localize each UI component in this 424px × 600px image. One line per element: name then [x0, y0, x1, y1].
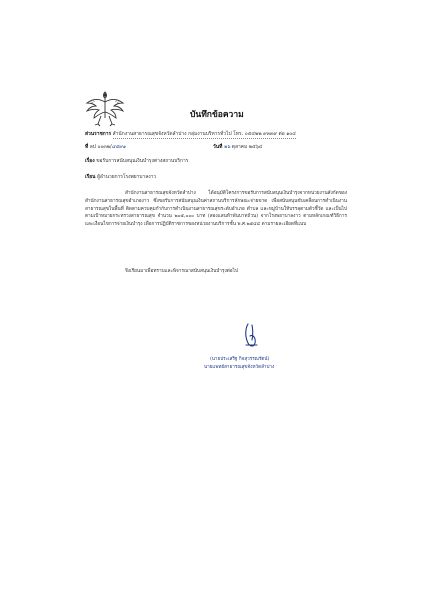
ref-handwritten: ๔๕๙๑ — [111, 144, 126, 150]
to-label: เรียน — [85, 174, 96, 180]
garuda-emblem-icon — [84, 88, 126, 128]
addressee-line — [85, 174, 156, 180]
date-label: วันที่ — [213, 144, 223, 150]
subject-value: ขอรับการสนับสนุนเงินบำรุงต่างสถานบริการ — [96, 158, 189, 164]
department-line — [85, 131, 296, 137]
body-paragraph-1 — [85, 190, 347, 229]
body-paragraph-2 — [85, 268, 347, 276]
subject-label: เรื่อง — [85, 158, 95, 164]
handwritten-signature-icon — [236, 321, 266, 351]
ref-value: ลป ๐๐๓๒/ — [89, 144, 112, 150]
paragraph-2-text: จึงเรียนมาเพื่อทราบและพิจารณาสนับสนุนเงินบำรุงต่อไป — [125, 269, 238, 274]
date-day: ๒๖ — [223, 144, 231, 150]
department-value: สำนักงานสาธารณสุขจังหวัดลำปาง กลุ่มงานบริหารทั่วไป โทร. ๐๕๔๒๒ ๙๓๓๙ ต่อ ๑๐๔ — [112, 131, 296, 137]
signer-title: นายแพทย์สาธารณสุขจังหวัดลำปาง — [204, 365, 275, 370]
date-month-year: ตุลาคม ๒๕๖๔ — [231, 144, 263, 150]
date-line — [213, 144, 263, 150]
signer-name: (นายประเสริฐ กิจสุวรรณรัตน์) — [210, 357, 270, 362]
paragraph-1-text: สำนักงานสาธารณสุขจังหวัดลำปาง ได้อนุมัติโครงการขอรับการสนับสนุนเงินบำรุงจากหน่วยงานสังกัดของสำนักงานสาธารณสุขอำเภองาว ซึ่งขอรับการสนับสนุนเงินค่าสถานบริการลักษณะจ่ายขาด เพื่อสนับสนุนขับเคลื่อนการดำเนินงานสาธารณสุขในพื้นที่ ติดตามควบคุมกำกับการดำเนินงานสาธารณสุขระดับอำเภอ ตำบล และหมู่บ้านให้บรรลุตามตัวชี้วัด และเป็นไปตามเป้าหมายกระทรวงสาธารณสุข จำนวน ๒๐๕,๐๐๐ บาท (สองแสนห้าพันบาทถ้วน) จากโรงพยาบาลงาว ตามหลักเกณฑ์วิธีการและเงื่อนไขการจ่ายเงินบำรุง เพื่อการปฏิบัติราชการของหน่วยงานบริการชั้น พ.ศ.๒๕๔๔ ตามรายละเอียดที่แนบ — [85, 191, 347, 228]
memo-title: บันทึกข้อความ — [190, 110, 244, 120]
reference-line — [85, 144, 126, 150]
ref-label: ที่ — [85, 144, 89, 150]
to-value: ผู้อำนวยการโรงพยาบาลงาว — [97, 174, 157, 180]
subject-line — [85, 158, 188, 164]
department-label: ส่วนราชการ — [85, 131, 112, 137]
